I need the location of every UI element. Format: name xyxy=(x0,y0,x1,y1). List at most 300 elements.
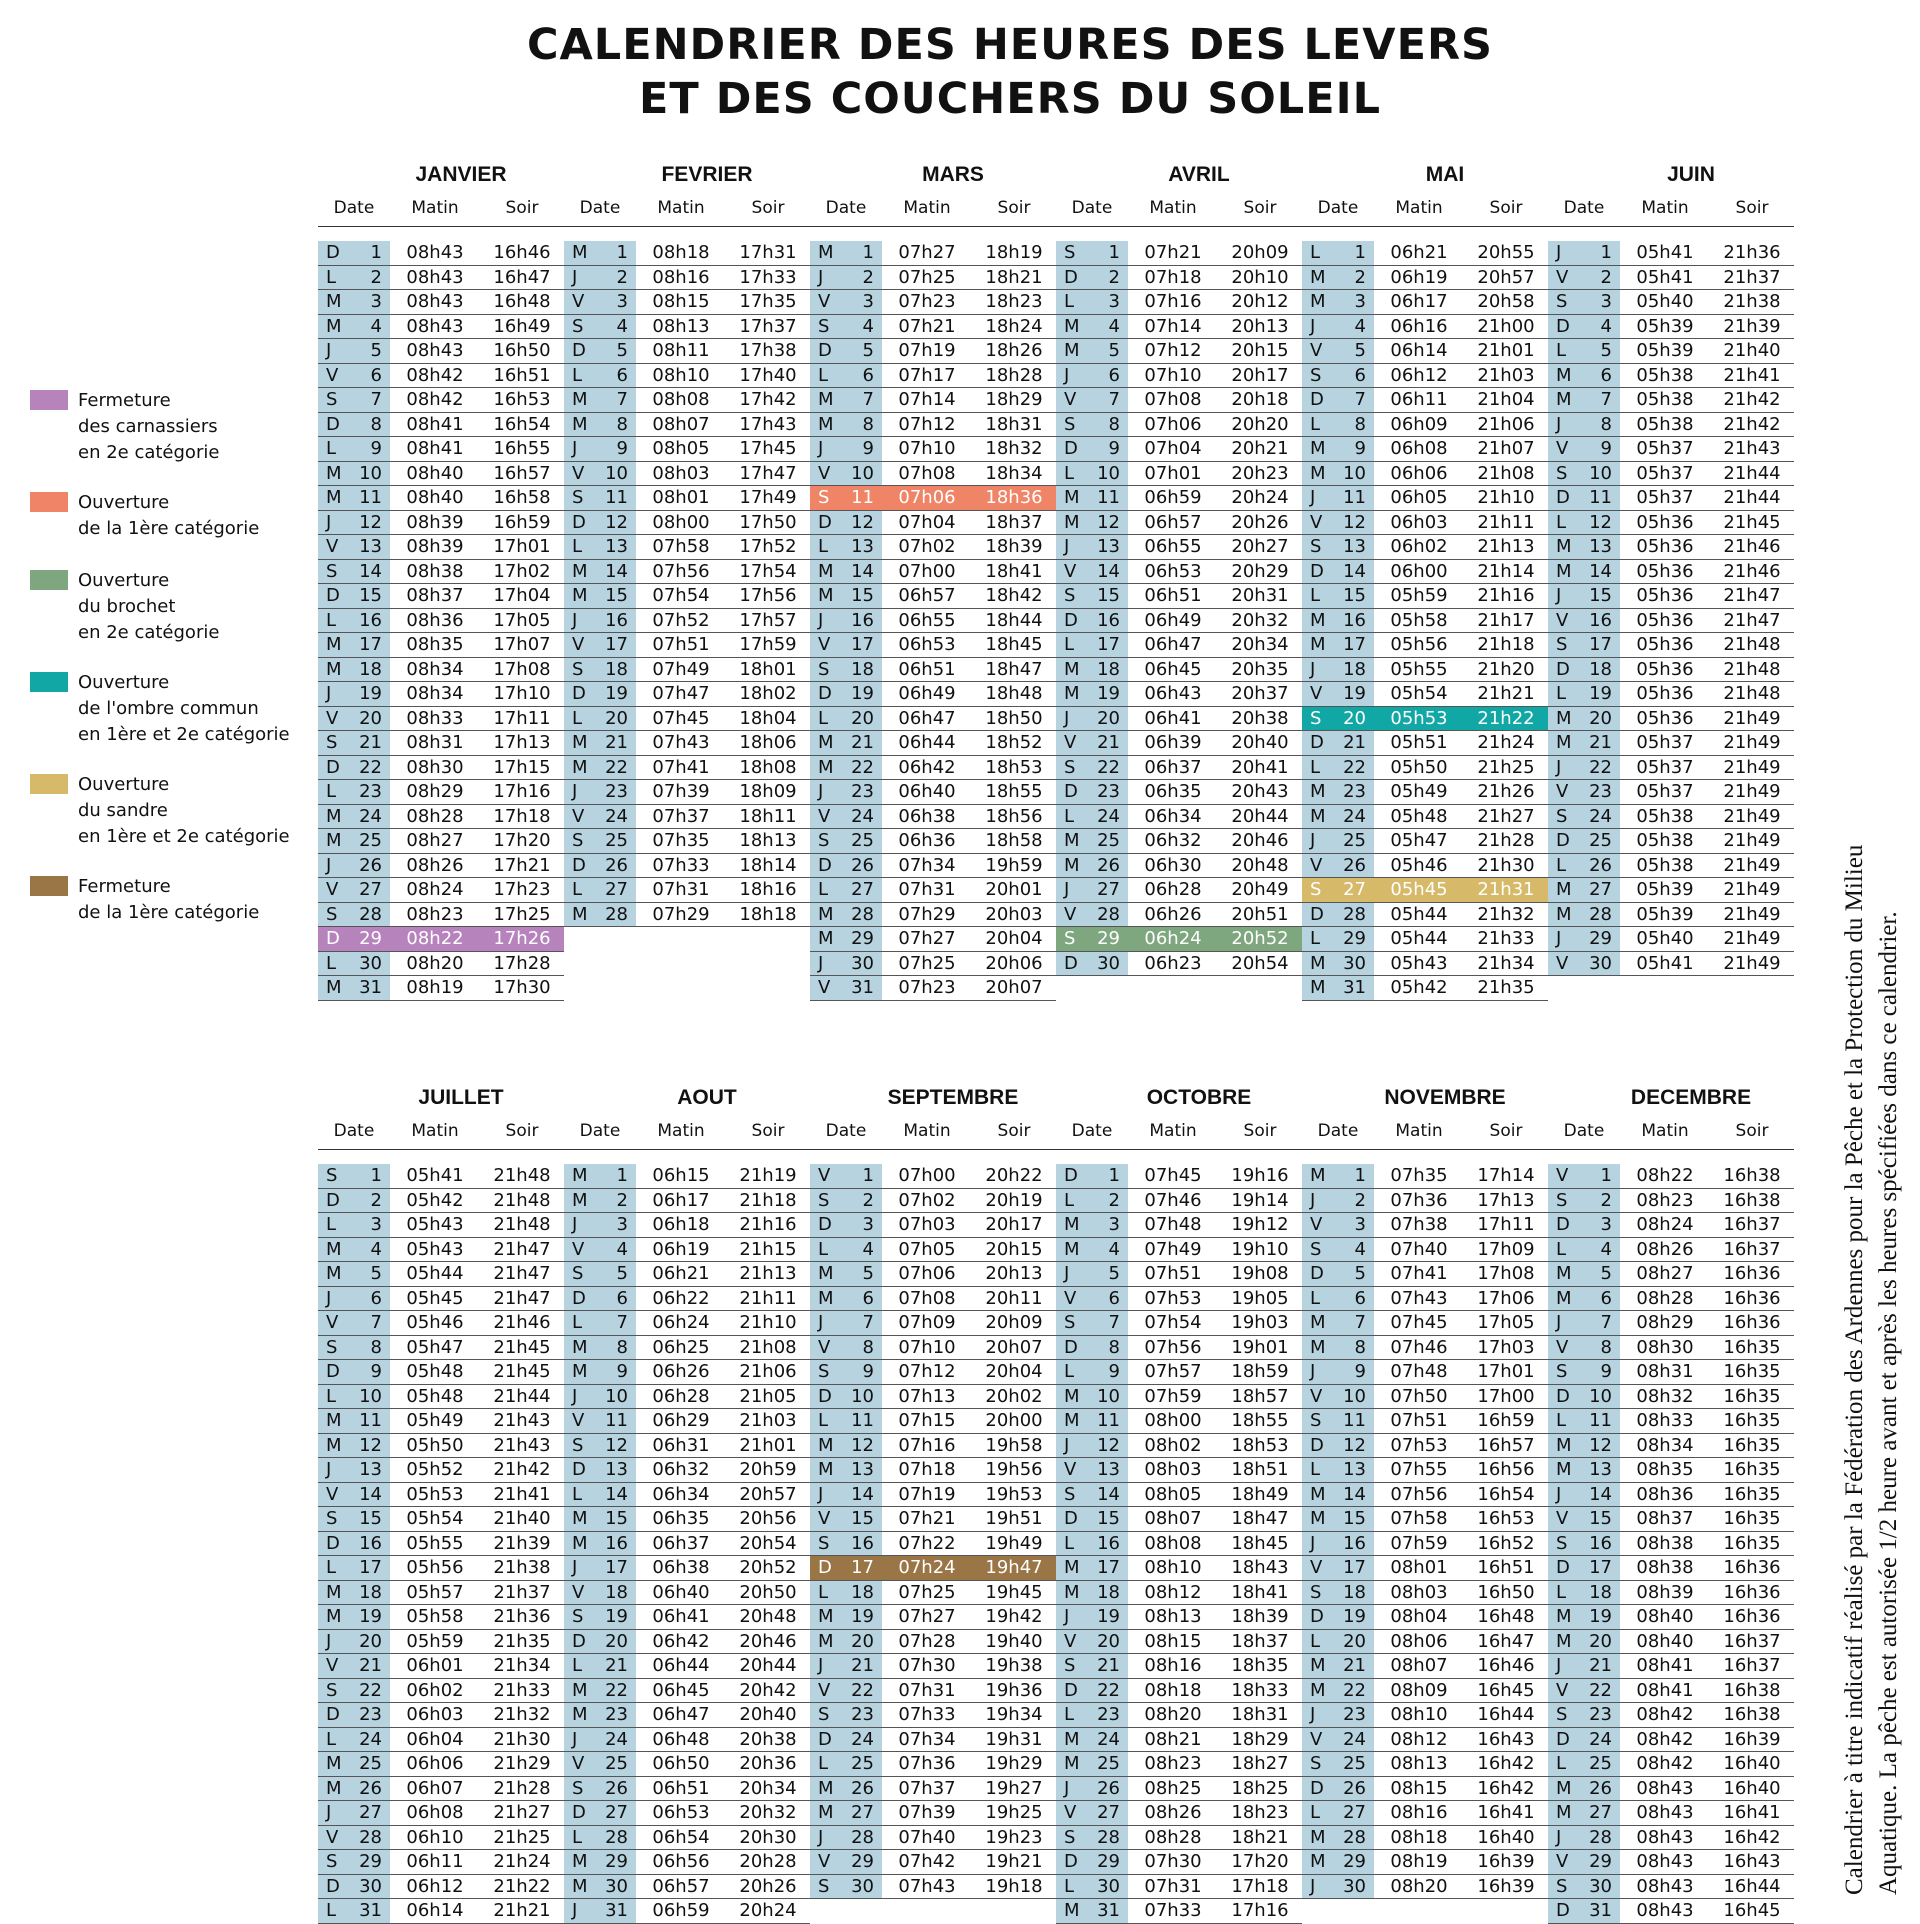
day-number: 7 xyxy=(1600,1312,1612,1333)
sunset-time: 20h15 xyxy=(1231,340,1289,361)
day-number: 10 xyxy=(1589,462,1612,484)
weekday-letter: V xyxy=(1064,1630,1077,1652)
weekday-letter: D xyxy=(1064,1508,1078,1529)
sunrise-time: 08h19 xyxy=(1390,1851,1448,1872)
day-cell xyxy=(1056,1532,1128,1556)
sunrise-time: 08h37 xyxy=(406,585,464,606)
weekday-letter: J xyxy=(1556,1483,1562,1505)
sunset-time: 20h48 xyxy=(1231,854,1289,876)
day-cell xyxy=(318,1311,390,1335)
day-row xyxy=(564,682,810,707)
day-number: 10 xyxy=(605,462,628,484)
day-cell xyxy=(1548,560,1620,584)
day-cell xyxy=(1056,1336,1128,1360)
day-number: 5 xyxy=(370,340,382,361)
sunrise-time: 05h38 xyxy=(1636,805,1694,827)
day-row xyxy=(318,1703,564,1728)
day-row xyxy=(318,1556,564,1581)
day-row xyxy=(318,780,564,805)
day-row xyxy=(1056,1483,1302,1508)
day-number: 9 xyxy=(370,438,382,459)
day-cell xyxy=(1056,1483,1128,1507)
day-row xyxy=(1548,339,1794,364)
sunrise-time: 07h06 xyxy=(898,487,956,508)
sunrise-time: 05h37 xyxy=(1636,732,1694,753)
day-cell xyxy=(318,829,390,853)
sunrise-time: 05h58 xyxy=(1390,609,1448,631)
sunset-time: 19h59 xyxy=(985,854,1043,876)
day-row xyxy=(1302,1581,1548,1606)
day-number: 26 xyxy=(359,854,382,876)
weekday-letter: D xyxy=(1310,1606,1324,1627)
column-header-date: Date xyxy=(333,1121,375,1141)
day-row xyxy=(1302,1826,1548,1851)
sunrise-time: 07h25 xyxy=(898,1581,956,1603)
day-number: 17 xyxy=(605,634,628,655)
day-number: 1 xyxy=(1600,242,1612,263)
sunset-time: 16h35 xyxy=(1723,1508,1781,1529)
day-cell xyxy=(1056,1360,1128,1384)
sunrise-time: 08h43 xyxy=(1636,1802,1694,1823)
day-cell xyxy=(1302,682,1374,706)
sunrise-time: 06h04 xyxy=(406,1728,464,1750)
sunrise-time: 06h24 xyxy=(1144,928,1202,949)
day-row xyxy=(1302,1238,1548,1263)
day-number: 14 xyxy=(359,560,382,582)
day-number: 22 xyxy=(605,1679,628,1701)
weekday-letter: D xyxy=(326,1189,340,1211)
day-number: 18 xyxy=(359,1581,382,1603)
day-cell xyxy=(1056,266,1128,290)
day-cell xyxy=(564,315,636,339)
weekday-letter: D xyxy=(818,511,832,533)
day-cell xyxy=(318,364,390,388)
sunrise-time: 07h27 xyxy=(898,1606,956,1627)
sunset-time: 19h23 xyxy=(985,1826,1043,1848)
sunset-time: 20h48 xyxy=(739,1606,797,1627)
sunset-time: 20h56 xyxy=(739,1508,797,1529)
sunset-time: 19h12 xyxy=(1231,1214,1289,1235)
day-cell xyxy=(810,1728,882,1752)
day-cell xyxy=(564,756,636,780)
weekday-letter: V xyxy=(1556,609,1569,631)
sunset-time: 21h28 xyxy=(1477,830,1535,851)
day-number: 12 xyxy=(1343,511,1366,533)
day-number: 30 xyxy=(851,952,874,974)
day-row xyxy=(564,707,810,732)
weekday-letter: M xyxy=(326,1777,342,1799)
day-row xyxy=(318,1630,564,1655)
day-number: 6 xyxy=(370,1287,382,1309)
day-number: 9 xyxy=(1354,438,1366,459)
weekday-letter: J xyxy=(572,1557,578,1578)
sunset-time: 18h39 xyxy=(1231,1606,1289,1627)
day-number: 2 xyxy=(1108,266,1120,288)
weekday-letter: L xyxy=(326,1385,337,1407)
day-row xyxy=(1302,364,1548,389)
day-number: 27 xyxy=(851,879,874,900)
day-row xyxy=(810,731,1056,756)
day-number: 1 xyxy=(862,242,874,263)
day-number: 10 xyxy=(1343,462,1366,484)
weekday-letter: L xyxy=(572,707,583,729)
sunrise-time: 05h46 xyxy=(406,1312,464,1333)
sunset-time: 21h19 xyxy=(739,1165,797,1186)
day-number: 18 xyxy=(605,658,628,680)
day-cell xyxy=(564,682,636,706)
day-number: 16 xyxy=(605,1532,628,1554)
sunrise-time: 05h53 xyxy=(1390,707,1448,729)
day-cell xyxy=(1302,633,1374,657)
sunrise-time: 06h36 xyxy=(898,830,956,851)
day-cell xyxy=(1056,1164,1128,1188)
day-number: 4 xyxy=(1108,315,1120,337)
sunrise-time: 07h43 xyxy=(898,1875,956,1897)
day-cell xyxy=(1302,315,1374,339)
sunrise-time: 08h16 xyxy=(1144,1655,1202,1676)
day-cell xyxy=(564,1164,636,1188)
day-cell xyxy=(1548,1850,1620,1874)
day-row xyxy=(810,315,1056,340)
day-number: 19 xyxy=(1343,1606,1366,1627)
sunset-time: 18h08 xyxy=(739,756,797,778)
sunset-time: 21h41 xyxy=(1723,364,1781,386)
day-cell xyxy=(564,560,636,584)
weekday-letter: S xyxy=(326,732,338,753)
sunrise-time: 07h49 xyxy=(1144,1238,1202,1260)
sunset-time: 17h52 xyxy=(739,536,797,557)
weekday-letter: S xyxy=(818,1189,830,1211)
day-row xyxy=(1302,952,1548,977)
day-number: 3 xyxy=(1600,291,1612,312)
sunset-time: 21h30 xyxy=(1477,854,1535,876)
sunrise-time: 05h36 xyxy=(1636,683,1694,704)
sunset-time: 16h41 xyxy=(1477,1802,1535,1823)
sunset-time: 21h48 xyxy=(493,1165,551,1186)
column-headers xyxy=(1056,190,1302,227)
sunset-time: 21h43 xyxy=(493,1410,551,1431)
day-row xyxy=(318,903,564,928)
day-row xyxy=(1302,241,1548,266)
day-number: 22 xyxy=(1343,1679,1366,1701)
day-cell xyxy=(810,1581,882,1605)
day-cell xyxy=(318,1532,390,1556)
sunset-time: 19h16 xyxy=(1231,1165,1289,1186)
weekday-letter: D xyxy=(1556,1214,1570,1235)
day-number: 28 xyxy=(1343,903,1366,925)
sunset-time: 20h10 xyxy=(1231,266,1289,288)
day-row xyxy=(1056,903,1302,928)
sunset-time: 17h57 xyxy=(739,609,797,631)
sunrise-time: 05h36 xyxy=(1636,585,1694,606)
weekday-letter: J xyxy=(572,1900,578,1921)
sunset-time: 18h47 xyxy=(1231,1508,1289,1529)
day-row xyxy=(1548,633,1794,658)
sunrise-time: 07h04 xyxy=(1144,438,1202,459)
day-cell xyxy=(1302,1483,1374,1507)
sunset-time: 16h38 xyxy=(1723,1165,1781,1186)
sunset-time: 20h18 xyxy=(1231,389,1289,410)
day-cell xyxy=(810,1605,882,1629)
day-row xyxy=(1548,1899,1794,1924)
day-row xyxy=(318,1752,564,1777)
day-number: 16 xyxy=(1343,609,1366,631)
sunset-time: 20h02 xyxy=(985,1385,1043,1407)
sunrise-time: 08h42 xyxy=(1636,1753,1694,1774)
sunrise-time: 05h42 xyxy=(406,1189,464,1211)
sunrise-time: 06h16 xyxy=(1390,315,1448,337)
day-row xyxy=(1302,682,1548,707)
day-row xyxy=(1302,1752,1548,1777)
day-number: 11 xyxy=(1589,1410,1612,1431)
day-number: 30 xyxy=(1589,952,1612,974)
day-cell xyxy=(318,1287,390,1311)
sunset-time: 16h46 xyxy=(493,242,551,263)
weekday-letter: V xyxy=(1310,1728,1323,1750)
weekday-letter: J xyxy=(818,1826,824,1848)
sunrise-time: 07h56 xyxy=(652,560,710,582)
sunset-time: 18h36 xyxy=(985,487,1043,508)
sunrise-time: 06h40 xyxy=(652,1581,710,1603)
legend-label: Fermeture de la 1ère catégorie xyxy=(78,876,260,923)
weekday-letter: L xyxy=(1064,1361,1075,1382)
day-row xyxy=(318,1899,564,1924)
day-cell xyxy=(1302,756,1374,780)
day-row xyxy=(564,437,810,462)
sunrise-time: 08h43 xyxy=(1636,1777,1694,1799)
sunrise-time: 08h15 xyxy=(652,291,710,312)
weekday-letter: S xyxy=(326,1508,338,1529)
sunset-time: 20h52 xyxy=(739,1557,797,1578)
weekday-letter: M xyxy=(326,1753,342,1774)
weekday-letter: V xyxy=(1556,1508,1569,1529)
weekday-letter: J xyxy=(1064,1606,1070,1627)
day-number: 9 xyxy=(1354,1361,1366,1382)
sunset-time: 20h22 xyxy=(985,1165,1043,1186)
day-row xyxy=(318,437,564,462)
sunset-time: 20h28 xyxy=(739,1851,797,1872)
day-cell xyxy=(810,1507,882,1531)
sunset-time: 21h47 xyxy=(493,1287,551,1309)
day-number: 16 xyxy=(1589,1532,1612,1554)
day-number: 6 xyxy=(616,1287,628,1309)
sunset-time: 20h42 xyxy=(739,1679,797,1701)
sunrise-time: 08h42 xyxy=(406,364,464,386)
day-cell xyxy=(1548,1728,1620,1752)
day-cell xyxy=(1056,1875,1128,1899)
sunset-time: 16h53 xyxy=(493,389,551,410)
day-number: 14 xyxy=(1097,1483,1120,1505)
column-header-matin: Matin xyxy=(1641,1121,1689,1141)
sunset-time: 16h47 xyxy=(1477,1630,1535,1652)
day-row xyxy=(1056,1336,1302,1361)
day-number: 28 xyxy=(851,903,874,925)
day-row xyxy=(1302,903,1548,928)
day-cell xyxy=(564,707,636,731)
day-cell xyxy=(1548,731,1620,755)
sunrise-time: 05h39 xyxy=(1636,903,1694,925)
day-cell xyxy=(1056,1581,1128,1605)
day-cell xyxy=(1302,290,1374,314)
day-row xyxy=(810,1434,1056,1459)
sunset-time: 20h17 xyxy=(985,1214,1043,1235)
weekday-letter: L xyxy=(1310,242,1321,263)
day-row xyxy=(318,829,564,854)
sunset-time: 18h44 xyxy=(985,609,1043,631)
sunset-time: 21h28 xyxy=(493,1777,551,1799)
sunset-time: 21h48 xyxy=(493,1214,551,1235)
day-cell xyxy=(564,1262,636,1286)
day-cell xyxy=(1302,511,1374,535)
day-row xyxy=(810,486,1056,511)
sunrise-time: 07h34 xyxy=(898,1728,956,1750)
sunset-time: 19h31 xyxy=(985,1728,1043,1750)
sunrise-time: 07h45 xyxy=(1144,1165,1202,1186)
weekday-letter: M xyxy=(818,1802,834,1823)
day-number: 13 xyxy=(851,1459,874,1480)
day-cell xyxy=(1548,1507,1620,1531)
day-number: 20 xyxy=(1589,1630,1612,1652)
day-row xyxy=(318,364,564,389)
weekday-letter: M xyxy=(572,1679,588,1701)
weekday-letter: D xyxy=(1556,1900,1570,1921)
day-cell xyxy=(1056,1654,1128,1678)
sunset-time: 21h44 xyxy=(493,1385,551,1407)
day-cell xyxy=(318,339,390,363)
sunset-time: 21h49 xyxy=(1723,952,1781,974)
day-number: 14 xyxy=(1589,560,1612,582)
day-row xyxy=(564,560,810,585)
day-row xyxy=(1056,609,1302,634)
sunrise-time: 07h37 xyxy=(652,805,710,827)
day-cell xyxy=(1302,1238,1374,1262)
sunset-time: 21h44 xyxy=(1723,462,1781,484)
day-row xyxy=(1302,486,1548,511)
day-cell xyxy=(810,1385,882,1409)
day-row xyxy=(1302,1483,1548,1508)
day-number: 18 xyxy=(605,1581,628,1603)
weekday-letter: J xyxy=(818,266,824,288)
day-row xyxy=(1302,1850,1548,1875)
weekday-letter: S xyxy=(572,1263,584,1284)
weekday-letter: J xyxy=(1064,536,1070,557)
day-cell xyxy=(1302,486,1374,510)
column-header-soir: Soir xyxy=(505,198,539,218)
day-row xyxy=(564,1654,810,1679)
day-cell xyxy=(318,1581,390,1605)
day-cell xyxy=(1302,609,1374,633)
sunrise-time: 05h44 xyxy=(1390,928,1448,949)
sunset-time: 21h40 xyxy=(493,1508,551,1529)
day-cell xyxy=(318,1801,390,1825)
day-number: 19 xyxy=(1097,1606,1120,1627)
sunrise-time: 06h45 xyxy=(1144,658,1202,680)
sunrise-time: 07h08 xyxy=(898,1287,956,1309)
day-row xyxy=(810,1826,1056,1851)
sunset-time: 18h55 xyxy=(985,781,1043,802)
day-number: 8 xyxy=(862,1336,874,1358)
day-row xyxy=(318,1532,564,1557)
day-number: 16 xyxy=(1343,1532,1366,1554)
day-row xyxy=(1056,1287,1302,1312)
sunset-time: 16h44 xyxy=(1723,1875,1781,1897)
day-number: 26 xyxy=(359,1777,382,1799)
weekday-letter: M xyxy=(1310,805,1326,827)
day-number: 8 xyxy=(1354,1336,1366,1358)
sunset-time: 17h31 xyxy=(739,242,797,263)
sunrise-time: 06h56 xyxy=(652,1851,710,1872)
sunrise-time: 08h15 xyxy=(1144,1630,1202,1652)
day-number: 7 xyxy=(1108,1312,1120,1333)
day-number: 3 xyxy=(1354,291,1366,312)
day-row xyxy=(1548,780,1794,805)
day-number: 21 xyxy=(1589,732,1612,753)
month-fevrier xyxy=(564,160,810,1001)
weekday-letter: L xyxy=(818,1238,829,1260)
weekday-letter: D xyxy=(1310,1777,1324,1799)
day-cell xyxy=(1548,1801,1620,1825)
day-cell xyxy=(1548,878,1620,902)
sunset-time: 18h29 xyxy=(985,389,1043,410)
sunset-time: 16h56 xyxy=(1477,1459,1535,1480)
sunset-time: 18h52 xyxy=(985,732,1043,753)
day-number: 21 xyxy=(1589,1655,1612,1676)
sunset-time: 18h50 xyxy=(985,707,1043,729)
day-cell xyxy=(810,1703,882,1727)
sunrise-time: 08h36 xyxy=(1636,1483,1694,1505)
day-cell xyxy=(564,535,636,559)
day-cell xyxy=(564,1238,636,1262)
day-row xyxy=(1548,609,1794,634)
weekday-letter: V xyxy=(326,1655,339,1676)
day-number: 5 xyxy=(1354,340,1366,361)
weekday-letter: J xyxy=(1310,315,1316,337)
day-cell xyxy=(318,658,390,682)
sunset-time: 21h48 xyxy=(1723,634,1781,655)
day-number: 24 xyxy=(359,1728,382,1750)
day-row xyxy=(810,903,1056,928)
day-number: 26 xyxy=(1097,854,1120,876)
day-number: 6 xyxy=(1354,364,1366,386)
day-cell xyxy=(564,903,636,927)
day-number: 24 xyxy=(1097,1728,1120,1750)
month-juin xyxy=(1548,160,1794,1001)
sunset-time: 18h02 xyxy=(739,683,797,704)
column-header-matin: Matin xyxy=(657,1121,705,1141)
column-header-date: Date xyxy=(1071,198,1113,218)
day-cell xyxy=(318,1385,390,1409)
day-number: 8 xyxy=(1600,1336,1612,1358)
day-number: 22 xyxy=(1343,756,1366,778)
day-cell xyxy=(1548,1532,1620,1556)
day-cell xyxy=(1056,1777,1128,1801)
day-cell xyxy=(318,560,390,584)
day-cell xyxy=(1302,707,1374,731)
weekday-letter: M xyxy=(1556,1434,1572,1456)
weekday-letter: D xyxy=(326,1704,340,1725)
day-row xyxy=(1548,1262,1794,1287)
sunset-time: 16h40 xyxy=(1723,1777,1781,1799)
day-row xyxy=(564,535,810,560)
day-row xyxy=(1548,1752,1794,1777)
weekday-letter: V xyxy=(326,879,339,900)
day-cell xyxy=(318,413,390,437)
weekday-letter: D xyxy=(326,1532,340,1554)
sunset-time: 21h29 xyxy=(493,1753,551,1774)
sunrise-time: 06h32 xyxy=(652,1459,710,1480)
column-headers xyxy=(810,1113,1056,1150)
day-cell xyxy=(318,878,390,902)
